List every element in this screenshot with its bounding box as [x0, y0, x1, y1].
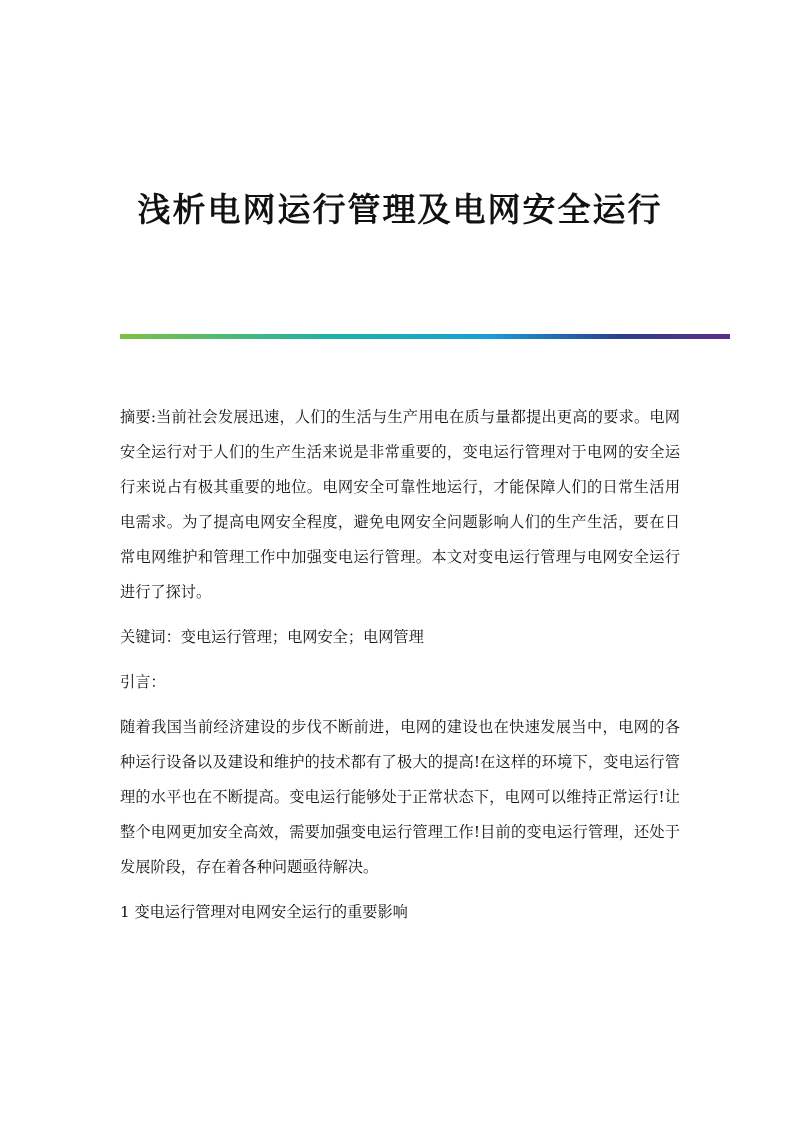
intro-heading: 引言： [120, 673, 166, 691]
document-title: 浅析电网运行管理及电网安全运行 [137, 190, 663, 229]
section-1-heading: 1 变电运行管理对电网安全运行的重要影响 [120, 903, 408, 921]
intro-paragraph: 随着我国当前经济建设的步伐不断前进，电网的建设也在快速发展当中，电网的各种运行设备以及建设和维护的技术都有了极大的提高!在这样的环境下，变电运行管理的水平也在不断提高。变电运行能够处于正常状态下，电网可以维持正常运行!让整个电网更加安全高效，需要加强变电运行管理工作!目前的变电运行管理，还处于发展阶段，存在着各种问题亟待解决。 [120, 718, 680, 876]
gradient-divider [120, 334, 730, 339]
abstract-paragraph: 摘要:当前社会发展迅速，人们的生活与生产用电在质与量都提出更高的要求。电网安全运行对于人们的生产生活来说是非常重要的，变电运行管理对于电网的安全运行来说占有极其重要的地位。电网安全可靠性地运行，才能保障人们的日常生活用电需求。为了提高电网安全程度，避免电网安全问题影响人们的生产生活，要在日常电网维护和管理工作中加强变电运行管理。本文对变电运行管理与电网安全运行进行了探讨。 [120, 408, 680, 601]
document-body [120, 400, 680, 940]
keywords-paragraph: 关键词：变电运行管理；电网安全；电网管理 [120, 628, 424, 646]
